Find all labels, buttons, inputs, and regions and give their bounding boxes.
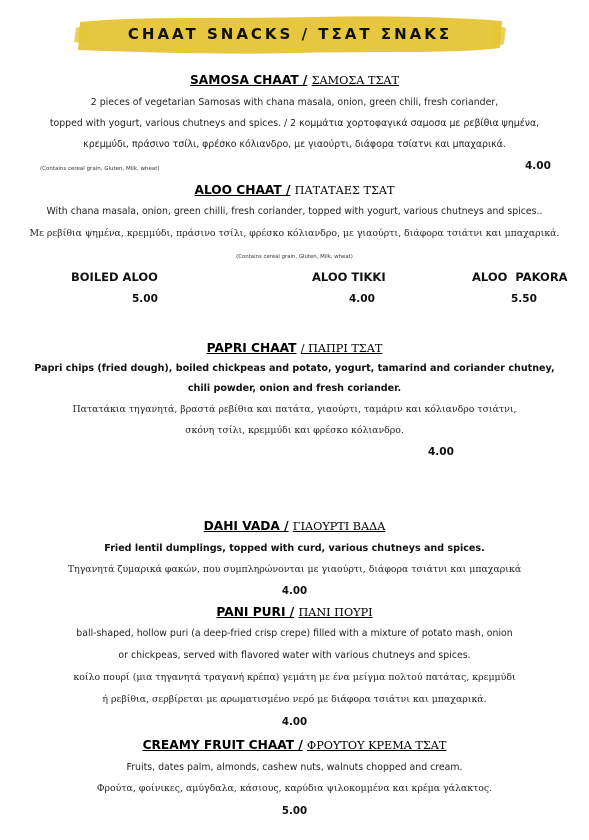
aloo-option-boiled: BOILED ALOO (71, 270, 158, 284)
creamy-desc-2: Φρούτα, φοίνικες, αμύγδαλα, κάσιους, καρύδια ψιλοκομμένα και κρέμα γάλακτος. (96, 783, 493, 794)
aloo-title-greek: ΠΑΤΑΤΑΕΣ ΤΣΑΤ (294, 183, 395, 197)
dahi-title-greek: ΓΙΑΟΥΡΤΙ ΒΑΔΑ (292, 519, 386, 533)
pani-title-greek: ΠΑΝΙ ΠΟΥΡΙ (298, 605, 373, 619)
aloo-desc-1: With chana masala, onion, green chilli, fresh coriander, topped with yogurt, various chutneys and spices.. (46, 206, 543, 217)
papri-title-greek: / ΠΑΠΡΙ ΤΣΑΤ (300, 341, 383, 355)
creamy-fruit-chaat-heading (7, 737, 582, 752)
aloo-chaat-heading (7, 182, 582, 197)
section-banner (74, 14, 506, 56)
papri-desc-2: chili powder, onion and fresh coriander. (187, 383, 402, 394)
aloo-allergens: (Contains cereal grain, Gluten, Milk, wheat) (236, 254, 353, 260)
aloo-option-pakora-price: 5.50 (511, 293, 537, 305)
aloo-title: ALOO CHAAT / (194, 182, 291, 197)
papri-title: PAPRI CHAAT (206, 340, 297, 355)
dahi-desc-2: Τηγανητά ζυμαρικά φακών, που συμπληρώνονται με γιαούρτι, διάφορα τσιάτνι και μπαχαρικά (67, 564, 522, 575)
dahi-vada-heading (7, 518, 582, 533)
aloo-option-boiled-price: 5.00 (132, 293, 158, 305)
pani-desc-3: κoίλο πουρί (μια τηγανητά τραγανή κρέπα) γεμάτη με ένα μείγμα πολτού πατάτας, κρεμμύδι (73, 672, 516, 683)
samosa-desc-2: topped with yogurt, various chutneys and spices. / 2 κομμάτια χορτοφαγικά σαμοσα με ρεβίθια ψημένα, (49, 118, 540, 129)
samosa-desc-1: 2 pieces of vegetarian Samosas with chana masala, onion, green chili, fresh coriander, (90, 97, 499, 108)
samosa-title: SAMOSA CHAAT / (190, 72, 308, 87)
papri-price: 4.00 (428, 446, 454, 458)
pani-desc-1: ball-shaped, hollow puri (a deep-fried crisp crepe) filled with a mixture of potato mash, onion (76, 628, 513, 639)
creamy-price: 5.00 (281, 805, 308, 817)
aloo-desc-2: Με ρεβίθια ψημένα, κρεμμύδι, πράσινο τσίλι, φρέσκο κόλιανδρο, με γιαούρτι, διάφορα τσιάτνι και μπαχαρικά. (29, 228, 560, 239)
pani-title: PANI PURI / (216, 604, 295, 619)
samosa-desc-3: κρεμμύδι, πράσινο τσίλι, φρέσκο κόλιανδρο, με γιαούρτι, διάφορα τσίατνι και μπαχαρικά. (83, 139, 506, 150)
papri-chaat-heading (7, 340, 582, 355)
pani-puri-heading (7, 604, 582, 619)
papri-desc-1: Papri chips (fried dough), boiled chickpeas and potato, yogurt, tamarind and coriander chutney, (34, 363, 555, 374)
samosa-chaat-heading (7, 72, 582, 87)
creamy-title: CREAMY FRUIT CHAAT / (142, 737, 303, 752)
samosa-title-greek: ΣΑΜΟΣΑ ΤΣΑΤ (311, 73, 399, 87)
pani-desc-2: or chickpeas, served with flavored water with various chutneys and spices. (118, 650, 471, 661)
aloo-option-tikki-price: 4.00 (349, 293, 375, 305)
pani-price: 4.00 (281, 716, 308, 728)
papri-desc-3: Πατατάκια τηγανητά, βραστά ρεβίθια και πατάτα, γιαούρτι, ταμάριν και κόλιανδρο τσιάτνι, (72, 404, 517, 415)
section-title: CHAAT SNACKS / ΤΣΑΤ ΣΝΑΚΣ (127, 25, 453, 43)
aloo-option-tikki: ALOO TIKKI (312, 270, 386, 284)
dahi-desc-1: Fried lentil dumplings, topped with curd, various chutneys and spices. (104, 543, 485, 554)
dahi-price: 4.00 (281, 585, 308, 597)
samosa-allergens: (Contains cereal grain, Gluten, Milk, wheat) (40, 166, 160, 172)
creamy-title-greek: ΦΡΟΥΤΟΥ ΚΡΕΜΑ ΤΣΑΤ (307, 738, 447, 752)
papri-desc-4: σκόνη τσίλι, κρεμμύδι και φρέσκο κόλιανδρο. (185, 425, 404, 436)
pani-desc-4: ή ρεβίθια, σερβίρεται με αρωματισμένο νερό με διάφορα τσιάτνι και μπαχαρικά. (102, 694, 487, 705)
samosa-price: 4.00 (525, 160, 551, 172)
aloo-option-pakora: ALOO PAKORA (472, 270, 568, 284)
creamy-desc-1: Fruits, dates palm, almonds, cashew nuts, walnuts chopped and cream. (126, 762, 463, 773)
dahi-title: DAHI VADA / (203, 518, 289, 533)
